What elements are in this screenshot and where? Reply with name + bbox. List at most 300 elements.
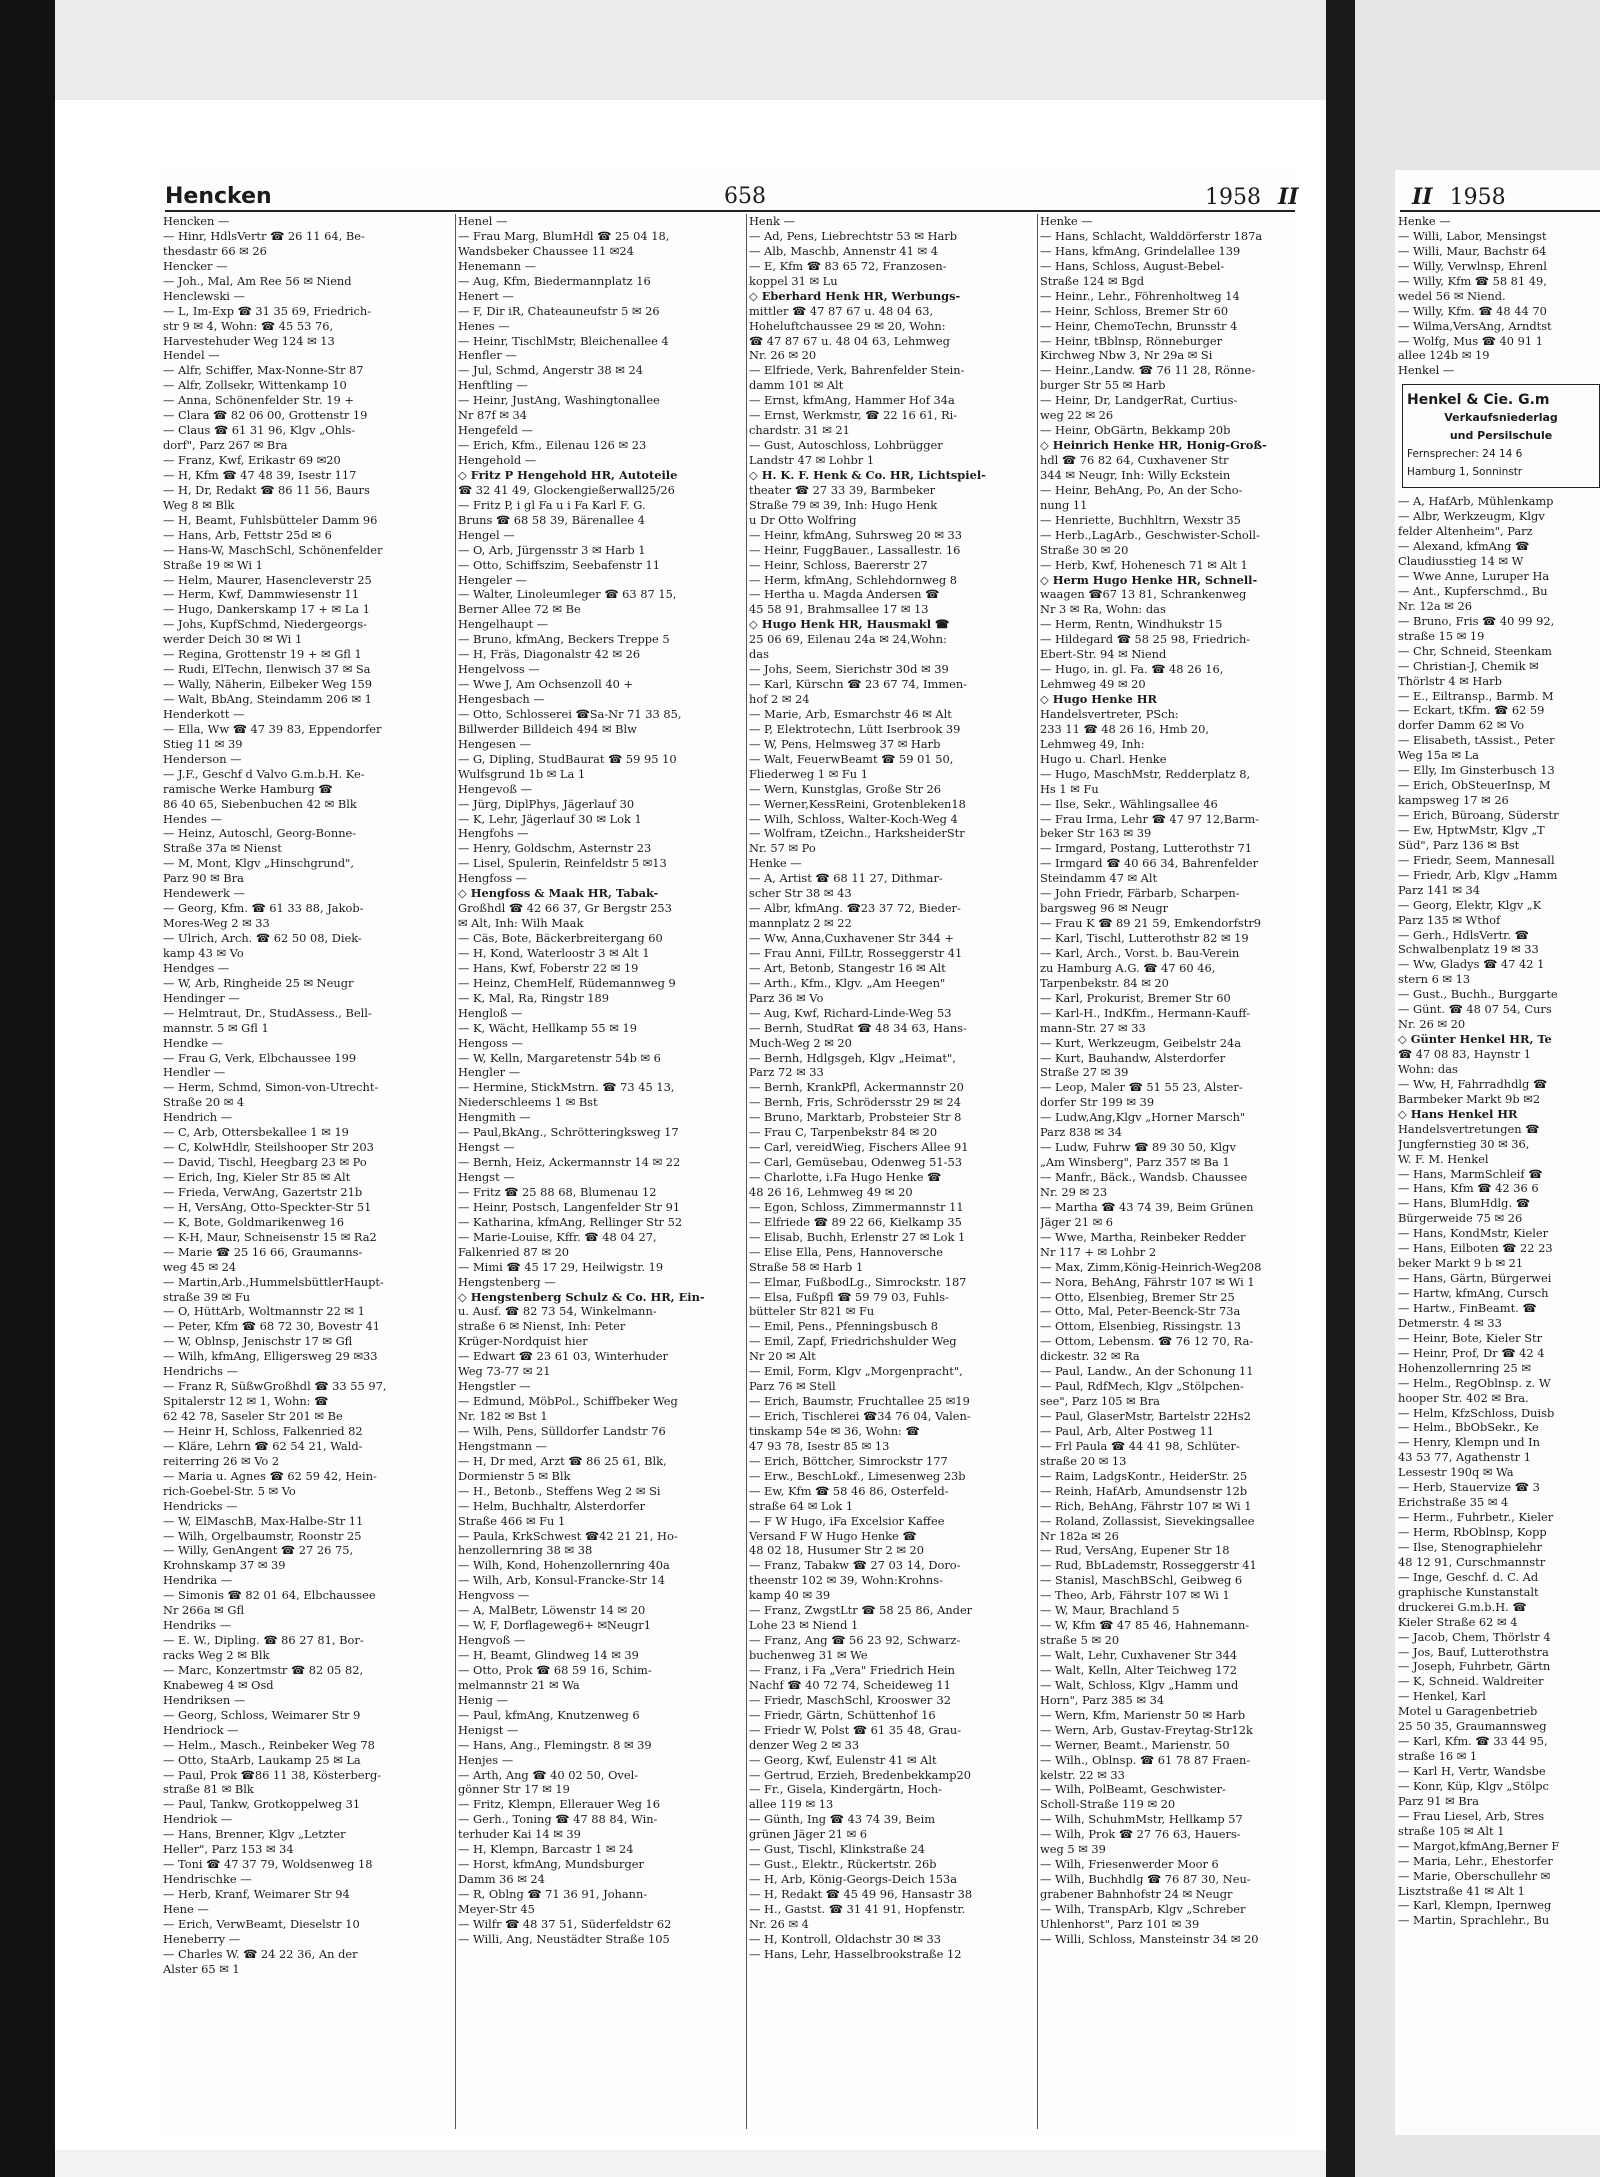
directory-entry-line: Weg 73-77 ✉ 21 bbox=[458, 1364, 551, 1379]
directory-entry-line: — Max, Zimm,König-Heinrich-Weg208 bbox=[1040, 1259, 1262, 1274]
firm-entry: ◇ Hugo Henk HR, Hausmakl ☎ bbox=[749, 617, 950, 632]
directory-entry-line: Straße 20 ✉ 4 bbox=[163, 1095, 245, 1110]
surname-heading: Hengstmann — bbox=[458, 1438, 548, 1453]
directory-entry-line: — H, VersAng, Otto-Speckter-Str 51 bbox=[163, 1199, 372, 1214]
directory-entry-line: Ebert-Str. 94 ✉ Niend bbox=[1040, 647, 1167, 662]
firm-entry: ◇ Günter Henkel HR, Te bbox=[1398, 1032, 1552, 1047]
directory-entry-line: theenstr 102 ✉ 39, Wohn:Krohns- bbox=[749, 1573, 943, 1588]
directory-entry-line: Wandsbeker Chaussee 11 ✉24 bbox=[458, 243, 634, 258]
surname-heading: Henderkott — bbox=[163, 706, 245, 721]
surname-heading: Heneberry — bbox=[163, 1931, 241, 1946]
directory-entry-line: — Katharina, kfmAng, Rellinger Str 52 bbox=[458, 1214, 683, 1229]
directory-entry-line: — Maria, Lehr., Ehestorfer bbox=[1398, 1853, 1553, 1868]
directory-entry-line: kamp 40 ✉ 39 bbox=[749, 1588, 831, 1603]
directory-entry-line: — Hans, BlumHdlg. ☎ bbox=[1398, 1196, 1530, 1211]
surname-heading: Hengefeld — bbox=[458, 423, 533, 438]
directory-entry-line: — Elisabeth, tAssist., Peter bbox=[1398, 733, 1555, 748]
directory-entry-line: — Herm, RbOblnsp, Kopp bbox=[1398, 1525, 1547, 1539]
directory-entry-line: — Hugo, Dankerskamp 17 + ✉ La 1 bbox=[163, 602, 370, 617]
directory-entry-line: „Am Winsberg", Parz 357 ✉ Ba 1 bbox=[1040, 1155, 1230, 1170]
directory-entry-line: — Hans, Brenner, Klgv „Letzter bbox=[163, 1827, 346, 1842]
directory-entry-line: rich-Goebel-Str. 5 ✉ Vo bbox=[163, 1483, 296, 1498]
directory-entry-line: — Erich, Ing, Kieler Str 85 ✉ Alt bbox=[163, 1170, 351, 1184]
directory-entry-line: — Paul, Landw., An der Schonung 11 bbox=[1040, 1364, 1254, 1379]
directory-column-4 bbox=[1040, 214, 1322, 2129]
directory-entry-line: Landstr 47 ✉ Lohbr 1 bbox=[749, 453, 875, 467]
surname-heading: Hencker — bbox=[163, 258, 228, 273]
directory-entry-line: Nr. 57 ✉ Po bbox=[749, 841, 816, 856]
directory-entry-line: — H, Kontroll, Oldachstr 30 ✉ 33 bbox=[749, 1931, 942, 1946]
directory-entry-line: — G, Dipling, StudBaurat ☎ 59 95 10 bbox=[458, 751, 677, 766]
directory-entry-line: — Joh., Mal, Am Ree 56 ✉ Niend bbox=[163, 273, 352, 288]
directory-entry-line: u. Ausf. ☎ 82 73 54, Winkelmann- bbox=[458, 1304, 657, 1319]
directory-entry-line: — Rudi, ElTechn, Ilenwisch 37 ✉ Sa bbox=[163, 662, 371, 677]
directory-entry-line: — Willi, Labor, Mensingst bbox=[1398, 228, 1547, 243]
surname-heading: Hendriock — bbox=[163, 1722, 239, 1737]
directory-entry-line: — Hugo, MaschMstr, Redderplatz 8, bbox=[1040, 766, 1251, 781]
directory-entry-line: Nr. 12a ✉ 26 bbox=[1398, 598, 1472, 613]
surname-heading: Hendke — bbox=[163, 1035, 223, 1050]
directory-entry-line: Alster 65 ✉ 1 bbox=[163, 1961, 240, 1976]
directory-entry-line: thesdastr 66 ✉ 26 bbox=[163, 243, 267, 258]
directory-entry-line: — Erw., BeschLokf., Limesenweg 23b bbox=[749, 1468, 966, 1483]
directory-entry-line: — Wolfram, tZeichn., HarksheiderStr bbox=[749, 826, 965, 841]
directory-entry-line: — Bernh, KrankPfl, Ackermannstr 20 bbox=[749, 1080, 964, 1095]
directory-entry-line: — Fritz, Klempn, Ellerauer Weg 16 bbox=[458, 1797, 661, 1812]
directory-entry-line: 86 40 65, Siebenbuchen 42 ✉ Blk bbox=[163, 796, 357, 811]
directory-entry-line: Kirchweg Nbw 3, Nr 29a ✉ Si bbox=[1040, 348, 1213, 363]
scan-left-edge bbox=[0, 0, 55, 2177]
directory-entry-line: — Wilh, kfmAng, Elligersweg 29 ✉33 bbox=[163, 1349, 378, 1364]
directory-entry-line: — Emil, Form, Klgv „Morgenpracht", bbox=[749, 1364, 963, 1379]
directory-entry-line: — Walt, Schloss, Klgv „Hamm und bbox=[1040, 1677, 1239, 1692]
directory-entry-line: — Friedr, Gärtn, Schüttenhof 16 bbox=[749, 1707, 936, 1722]
directory-entry-line: — Fr., Gisela, Kindergärtn, Hoch- bbox=[749, 1782, 942, 1797]
directory-entry-line: 48 12 91, Curschmannstr bbox=[1398, 1554, 1546, 1569]
directory-entry-line: — Friedr W, Polst ☎ 61 35 48, Grau- bbox=[749, 1722, 962, 1737]
directory-entry-line: — Heinr, JustAng, Washingtonallee bbox=[458, 393, 660, 408]
directory-entry-line: Nr 117 + ✉ Lohbr 2 bbox=[1040, 1244, 1157, 1259]
directory-entry-line: — H, Kond, Waterloostr 3 ✉ Alt 1 bbox=[458, 945, 650, 960]
directory-entry-line: hdl ☎ 76 82 64, Cuxhavener Str bbox=[1040, 453, 1229, 467]
directory-entry-line: — Franz, i Fa „Vera" Friedrich Hein bbox=[749, 1662, 955, 1677]
column-divider bbox=[455, 214, 456, 2129]
directory-entry-line: Mores-Weg 2 ✉ 33 bbox=[163, 916, 270, 931]
directory-entry-line: Nr. 26 ✉ 20 bbox=[749, 348, 817, 363]
directory-entry-line: — Helmtraut, Dr., StudAssess., Bell- bbox=[163, 1005, 372, 1020]
directory-entry-line: — Herm, Schmd, Simon-von-Utrecht- bbox=[163, 1080, 379, 1095]
directory-entry-line: — Wolfg, Mus ☎ 40 91 1 bbox=[1398, 333, 1543, 348]
directory-entry-line: — A, MalBetr, Löwenstr 14 ✉ 20 bbox=[458, 1603, 646, 1618]
directory-entry-line: — Herb, Kwf, Hohenesch 71 ✉ Alt 1 bbox=[1040, 557, 1248, 572]
directory-entry-line: — Helm, Maurer, Hasencleverstr 25 bbox=[163, 572, 372, 587]
directory-entry-line: — Heinr, FuggBauer., Lassallestr. 16 bbox=[749, 542, 961, 557]
directory-entry-line: 43 53 77, Agathenstr 1 bbox=[1398, 1450, 1532, 1465]
directory-entry-line: — Wally, Näherin, Eilbeker Weg 159 bbox=[163, 677, 372, 692]
surname-heading: Hengvoss — bbox=[458, 1588, 530, 1603]
directory-entry-line: — Herm, kfmAng, Schlehdornweg 8 bbox=[749, 572, 958, 587]
directory-entry-line: kampsweg 17 ✉ 26 bbox=[1398, 793, 1509, 808]
directory-entry-line: — Jürg, DiplPhys, Jägerlauf 30 bbox=[458, 796, 635, 811]
surname-heading: Henke — bbox=[1040, 214, 1093, 228]
directory-entry-line: — Ilse, Stenographielehr bbox=[1398, 1539, 1543, 1554]
directory-entry-line: — Wilh, TranspArb, Klgv „Schreber bbox=[1040, 1901, 1246, 1916]
directory-entry-line: — Cäs, Bote, Bäckerbreitergang 60 bbox=[458, 931, 663, 945]
directory-entry-line: — Johs, Seem, Sierichstr 30d ✉ 39 bbox=[749, 662, 949, 677]
directory-entry-line: — Georg, Elektr, Klgv „K bbox=[1398, 897, 1542, 912]
directory-entry-line: theater ☎ 27 33 39, Barmbeker bbox=[749, 482, 936, 497]
directory-entry-line: — Ernst, Werkmstr, ☎ 22 16 61, Ri- bbox=[749, 408, 958, 423]
directory-entry-line: waagen ☎67 13 81, Schrankenweg bbox=[1040, 587, 1247, 602]
directory-entry-line: mann-Str. 27 ✉ 33 bbox=[1040, 1020, 1146, 1035]
running-head-year bbox=[1205, 184, 1299, 210]
directory-entry-line: — Wilh, Pens, Sülldorfer Landstr 76 bbox=[458, 1423, 666, 1438]
surname-heading: Henes — bbox=[458, 318, 510, 333]
directory-entry-line: — Irmgard ☎ 40 66 34, Bahrenfelder bbox=[1040, 856, 1259, 871]
surname-heading: Hengelhaupt — bbox=[458, 617, 549, 632]
surname-heading: Hencken — bbox=[163, 214, 230, 228]
surname-heading: Hendes — bbox=[163, 811, 222, 826]
directory-entry-line: — Johs, KupfSchmd, Niedergeorgs- bbox=[163, 617, 367, 632]
directory-entry-line: — Friedr, Seem, Mannesall bbox=[1398, 852, 1555, 867]
directory-entry-line: — Ww, Gladys ☎ 47 42 1 bbox=[1398, 957, 1545, 972]
directory-entry-line: Berner Allee 72 ✉ Be bbox=[458, 602, 581, 617]
directory-entry-line: — Martha ☎ 43 74 39, Beim Grünen bbox=[1040, 1199, 1254, 1214]
directory-entry-line: — Frau Marg, BlumHdl ☎ 25 04 18, bbox=[458, 228, 670, 243]
directory-entry-line: — Frl Paula ☎ 44 41 98, Schlüter- bbox=[1040, 1438, 1240, 1453]
scan-bottom-margin bbox=[55, 2150, 1326, 2177]
directory-entry-line: werder Deich 30 ✉ Wi 1 bbox=[163, 632, 303, 647]
directory-entry-line: Lessestr 190q ✉ Wa bbox=[1398, 1465, 1514, 1480]
directory-entry-line: — K-H, Maur, Schneisenstr 15 ✉ Ra2 bbox=[163, 1229, 377, 1244]
directory-entry-line: — Alb, Maschb, Annenstr 41 ✉ 4 bbox=[749, 243, 938, 258]
directory-entry-line: — Marie, Oberschullehr ✉ bbox=[1398, 1868, 1551, 1883]
directory-entry-line: — H., Betonb., Steffens Weg 2 ✉ Si bbox=[458, 1483, 661, 1498]
directory-entry-line: — Frau C, Tarpenbekstr 84 ✉ 20 bbox=[749, 1125, 938, 1140]
directory-entry-line: Nr 87f ✉ 34 bbox=[458, 408, 528, 423]
directory-entry-line: — Carl, vereidWieg, Fischers Allee 91 bbox=[749, 1140, 969, 1155]
directory-entry-line: — Helm., RegOblnsp. z. W bbox=[1398, 1375, 1551, 1390]
directory-entry-line: — Toni ☎ 47 37 79, Woldsenweg 18 bbox=[163, 1857, 373, 1872]
directory-entry-line: — C, Arb, Ottersbekallee 1 ✉ 19 bbox=[163, 1125, 349, 1140]
directory-entry-line: — Helm, KfzSchloss, Duisb bbox=[1398, 1405, 1555, 1420]
directory-entry-line: Krüger-Nordquist hier bbox=[458, 1334, 588, 1349]
surname-heading: Hendewerk — bbox=[163, 886, 245, 901]
directory-entry-line: — Wern, Kfm, Marienstr 50 ✉ Harb bbox=[1040, 1707, 1246, 1722]
directory-entry-line: dorfer Damm 62 ✉ Vo bbox=[1398, 718, 1525, 733]
directory-entry-line: — Otto, Elsenbieg, Bremer Str 25 bbox=[1040, 1289, 1235, 1304]
directory-entry-line: graphische Kunstanstalt bbox=[1398, 1584, 1539, 1599]
directory-entry-line: — Willi, Schloss, Mansteinstr 34 ✉ 20 bbox=[1040, 1931, 1259, 1946]
directory-entry-line: — Helm, Buchhaltr, Alsterdorfer bbox=[458, 1498, 646, 1513]
directory-entry-line: — Hans, MarmSchleif ☎ bbox=[1398, 1166, 1543, 1181]
directory-entry-line: melmannstr 21 ✉ Wa bbox=[458, 1677, 580, 1692]
directory-entry-line: — Wwe Anne, Luruper Ha bbox=[1398, 569, 1550, 583]
directory-entry-line: weg 45 ✉ 24 bbox=[163, 1259, 237, 1274]
firm-entry: ◇ Hans Henkel HR bbox=[1398, 1106, 1518, 1121]
directory-entry-line: — Frau G, Verk, Elbchaussee 199 bbox=[163, 1050, 357, 1065]
directory-entry-line: — A, HafArb, Mühlenkamp bbox=[1398, 494, 1554, 509]
directory-entry-line: — W, Kfm ☎ 47 85 46, Hahnemann- bbox=[1040, 1618, 1250, 1633]
directory-entry-line: Straße 37a ✉ Nienst bbox=[163, 841, 282, 856]
directory-entry-line: — Fritz P, i gl Fa u i Fa Karl F. G. bbox=[458, 497, 646, 512]
directory-entry-line: wedel 56 ✉ Niend. bbox=[1398, 288, 1506, 303]
directory-entry-line: — Willi, Maur, Bachstr 64 bbox=[1398, 243, 1547, 258]
directory-entry-line: — Paul, Prok ☎86 11 38, Kösterberg- bbox=[163, 1767, 382, 1782]
directory-entry-line: Großhdl ☎ 42 66 37, Gr Bergstr 253 bbox=[458, 901, 672, 916]
directory-entry-line: Lehmweg 49 ✉ 20 bbox=[1040, 677, 1146, 692]
directory-entry-line: — Alfr, Zollsekr, Wittenkamp 10 bbox=[163, 378, 347, 393]
directory-entry-line: — Wilh, PolBeamt, Geschwister- bbox=[1040, 1782, 1226, 1797]
directory-entry-line: hof 2 ✉ 24 bbox=[749, 692, 810, 706]
directory-entry-line: Bruns ☎ 68 58 39, Bärenallee 4 bbox=[458, 512, 645, 527]
header-rule bbox=[165, 210, 1295, 212]
directory-entry-line: — Aug, Kfm, Biedermannplatz 16 bbox=[458, 273, 651, 288]
directory-entry-line: — H, Dr med, Arzt ☎ 86 25 61, Blk, bbox=[458, 1453, 667, 1468]
directory-entry-line: — Stanisl, MaschBSchl, Geibweg 6 bbox=[1040, 1573, 1243, 1588]
directory-entry-line: Versand F W Hugo Henke ☎ bbox=[749, 1528, 917, 1543]
directory-entry-line: — Ww, Anna,Cuxhavener Str 344 + bbox=[749, 931, 954, 945]
surname-heading: Henclewski — bbox=[163, 288, 245, 303]
directory-entry-line: — Ad, Pens, Liebrechtstr 53 ✉ Harb bbox=[749, 228, 958, 243]
directory-entry-line: — Georg, Kfm. ☎ 61 33 88, Jakob- bbox=[163, 901, 364, 916]
directory-entry-line: Much-Weg 2 ✉ 20 bbox=[749, 1035, 852, 1050]
directory-entry-line: — Wern, Kunstglas, Große Str 26 bbox=[749, 781, 942, 796]
surname-heading: Henk — bbox=[749, 214, 795, 228]
directory-entry-line: — Bernh, Fris, Schrödersstr 29 ✉ 24 bbox=[749, 1095, 961, 1110]
directory-entry-line: Parz 72 ✉ 33 bbox=[749, 1065, 824, 1080]
surname-heading: Hendricks — bbox=[163, 1498, 238, 1513]
directory-entry-line: — Carl, Gemüsebau, Odenweg 51-53 bbox=[749, 1155, 963, 1170]
directory-entry-line: Süd", Parz 136 ✉ Bst bbox=[1398, 837, 1520, 852]
surname-heading: Hengfohs — bbox=[458, 826, 529, 841]
directory-entry-line: — Martin, Sprachlehr., Bu bbox=[1398, 1913, 1550, 1928]
directory-entry-line: Lisztstraße 41 ✉ Alt 1 bbox=[1398, 1883, 1525, 1898]
directory-entry-line: — Karl H, Vertr, Wandsbe bbox=[1398, 1764, 1546, 1778]
directory-entry-line: terhuder Kai 14 ✉ 39 bbox=[458, 1827, 581, 1842]
directory-entry-line: Spitalerstr 12 ✉ 1, Wohn: ☎ bbox=[163, 1394, 329, 1409]
surname-heading: Henderson — bbox=[163, 751, 242, 766]
directory-entry-line: Nr 20 ✉ Alt bbox=[749, 1349, 816, 1364]
advert-line2: und Persilschule bbox=[1449, 429, 1553, 443]
directory-entry-line: — Bruno, kfmAng, Beckers Treppe 5 bbox=[458, 632, 670, 647]
directory-entry-line: racks Weg 2 ✉ Blk bbox=[163, 1648, 270, 1662]
directory-entry-line: — Gerh., Toning ☎ 47 88 84, Win- bbox=[458, 1812, 658, 1827]
directory-entry-line: — Erich, Baumstr, Fruchtallee 25 ✉19 bbox=[749, 1394, 970, 1409]
directory-entry-line: — H, Klempn, Barcastr 1 ✉ 24 bbox=[458, 1842, 634, 1857]
directory-entry-line: — Edwart ☎ 23 61 03, Winterhuder bbox=[458, 1349, 668, 1364]
directory-entry-line: ☎ 47 87 67 u. 48 04 63, Lehmweg bbox=[749, 333, 950, 348]
directory-entry-line: dorf", Parz 267 ✉ Bra bbox=[163, 438, 288, 453]
directory-entry-line: — Willy, Kfm. ☎ 48 44 70 bbox=[1398, 303, 1547, 318]
surname-heading: Henke — bbox=[749, 856, 802, 871]
surname-heading: Hengmith — bbox=[458, 1110, 531, 1125]
directory-entry-line: — Erich, Tischlerei ☎34 76 04, Valen- bbox=[749, 1409, 971, 1423]
directory-entry-line: allee 124b ✉ 19 bbox=[1398, 348, 1490, 363]
directory-entry-line: — J.F., Geschf d Valvo G.m.b.H. Ke- bbox=[163, 766, 365, 781]
directory-entry-line: — Nora, BehAng, Fährstr 107 ✉ Wi 1 bbox=[1040, 1274, 1255, 1289]
scan-top-margin bbox=[55, 0, 1326, 100]
directory-entry-line: — Ottom, Lebensm. ☎ 76 12 70, Ra- bbox=[1040, 1334, 1254, 1349]
directory-entry-line: — Wilh, Kond, Hohenzollernring 40a bbox=[458, 1558, 670, 1573]
directory-entry-line: — H, Beamt, Glindweg 14 ✉ 39 bbox=[458, 1648, 639, 1662]
directory-entry-line: — Joseph, Fuhrbetr, Gärtn bbox=[1398, 1659, 1551, 1674]
directory-entry-line: — Frau Irma, Lehr ☎ 47 97 12,Barm- bbox=[1040, 811, 1260, 826]
directory-entry-line: — Wilh., Oblnsp. ☎ 61 78 87 Fraen- bbox=[1040, 1752, 1251, 1767]
surname-heading: Hendriks — bbox=[163, 1618, 232, 1633]
directory-entry-line: Schwalbenplatz 19 ✉ 33 bbox=[1398, 942, 1539, 957]
directory-entry-line: — Hans, Gärtn, Bürgerwei bbox=[1398, 1271, 1552, 1286]
directory-entry-line: — O, Arb, Jürgensstr 3 ✉ Harb 1 bbox=[458, 542, 646, 557]
directory-entry-line: — Hans, Lehr, Hasselbrookstraße 12 bbox=[749, 1946, 962, 1961]
directory-entry-line: koppel 31 ✉ Lu bbox=[749, 273, 838, 288]
directory-entry-line: — Heinr., Lehr., Föhrenholtweg 14 bbox=[1040, 288, 1240, 303]
directory-entry-line: straße 39 ✉ Fu bbox=[163, 1289, 251, 1304]
directory-entry-line: — Herm., Fuhrbetr., Kieler bbox=[1398, 1510, 1554, 1525]
directory-entry-line: ☎ 32 41 49, Glockengießerwall25/26 bbox=[458, 482, 675, 497]
directory-entry-line: — Paul, GlaserMstr, Bartelstr 22Hs2 bbox=[1040, 1409, 1251, 1423]
surname-heading: Henkel — bbox=[1398, 363, 1455, 378]
surname-heading: Hendinger — bbox=[163, 990, 240, 1005]
directory-entry-line: dickestr. 32 ✉ Ra bbox=[1040, 1349, 1140, 1364]
directory-entry-line: — Hans, KondMstr, Kieler bbox=[1398, 1226, 1549, 1241]
directory-entry-line: Jäger 21 ✉ 6 bbox=[1040, 1214, 1113, 1229]
directory-entry-line: — Heinr, Schloss, Bremer Str 60 bbox=[1040, 303, 1229, 318]
directory-entry-line: Straße 58 ✉ Harb 1 bbox=[749, 1259, 864, 1274]
directory-entry-line: Parz 141 ✉ 34 bbox=[1398, 882, 1481, 897]
directory-entry-line: Knabeweg 4 ✉ Osd bbox=[163, 1677, 274, 1692]
directory-entry-line: Scholl-Straße 119 ✉ 20 bbox=[1040, 1797, 1176, 1812]
directory-entry-line: mittler ☎ 47 87 67 u. 48 04 63, bbox=[749, 303, 934, 318]
directory-entry-line: — Emil, Pens., Pfenningsbusch 8 bbox=[749, 1319, 939, 1334]
firm-entry: ◇ Eberhard Henk HR, Werbungs- bbox=[749, 288, 961, 303]
directory-entry-line: straße 6 ✉ Nienst, Inh: Peter bbox=[458, 1319, 626, 1334]
directory-entry-line: bütteler Str 821 ✉ Fu bbox=[749, 1304, 875, 1319]
directory-entry-line: — Wilh, Orgelbaumstr, Roonstr 25 bbox=[163, 1528, 362, 1543]
firm-entry: ◇ Fritz P Hengehold HR, Autoteile bbox=[458, 467, 678, 482]
directory-entry-line: — Margot,kfmAng,Berner F bbox=[1398, 1838, 1560, 1853]
directory-entry-line: — Georg, Kwf, Eulenstr 41 ✉ Alt bbox=[749, 1752, 937, 1767]
directory-entry-line: — K, Lehr, Jägerlauf 30 ✉ Lok 1 bbox=[458, 811, 642, 826]
directory-entry-line: — Wwe, Martha, Reinbeker Redder bbox=[1040, 1229, 1246, 1244]
directory-entry-line: — Franz, Kwf, Erikastr 69 ✉20 bbox=[163, 453, 341, 467]
directory-entry-line: Harvestehuder Weg 124 ✉ 13 bbox=[163, 333, 335, 348]
directory-entry-line: — Hans, Ang., Flemingstr. 8 ✉ 39 bbox=[458, 1737, 652, 1752]
directory-entry-line: — Werner,KessReini, Grotenbleken18 bbox=[749, 796, 966, 811]
directory-entry-line: — Chr, Schneid, Steenkam bbox=[1398, 643, 1552, 658]
directory-entry-line: straße 16 ✉ 1 bbox=[1398, 1749, 1478, 1764]
directory-entry-line: weg 5 ✉ 39 bbox=[1040, 1842, 1106, 1857]
directory-entry-line: 48 26 16, Lehmweg 49 ✉ 20 bbox=[749, 1184, 913, 1199]
surname-heading: Hendriok — bbox=[163, 1812, 233, 1827]
directory-entry-line: — Heinr, Bote, Kieler Str bbox=[1398, 1330, 1543, 1345]
directory-entry-line: — Franz, Ang ☎ 56 23 92, Schwarz- bbox=[749, 1633, 961, 1648]
directory-entry-line: — Inge, Geschf. d. C. Ad bbox=[1398, 1569, 1539, 1584]
directory-entry-line: — Erich, Böttcher, Simrockstr 177 bbox=[749, 1453, 948, 1468]
directory-entry-line: — Heinr H, Schloss, Falkenried 82 bbox=[163, 1423, 363, 1438]
directory-entry-line: — Simonis ☎ 82 01 64, Elbchaussee bbox=[163, 1588, 376, 1603]
directory-entry-line: — Henry, Goldschm, Asternstr 23 bbox=[458, 841, 652, 856]
directory-entry-line: — Hugo, in. gl. Fa. ☎ 48 26 16, bbox=[1040, 662, 1224, 677]
column-divider bbox=[746, 214, 747, 2129]
directory-entry-line: — Heinr.,Landw. ☎ 76 11 28, Rönne- bbox=[1040, 363, 1256, 378]
directory-entry-line: — Peter, Kfm ☎ 68 72 30, Bovestr 41 bbox=[163, 1319, 380, 1334]
column-divider bbox=[1037, 214, 1038, 2129]
directory-entry-line: Krohnskamp 37 ✉ 39 bbox=[163, 1558, 286, 1573]
directory-entry-line: Hs 1 ✉ Fu bbox=[1040, 781, 1099, 796]
directory-entry-line: druckerei G.m.b.H. ☎ bbox=[1398, 1599, 1527, 1614]
directory-entry-line: — Regina, Grottenstr 19 + ✉ Gfl 1 bbox=[163, 647, 362, 662]
directory-entry-line: — Hans, Kfm ☎ 42 36 6 bbox=[1398, 1181, 1539, 1196]
directory-entry-line: — Christian-J, Chemik ✉ bbox=[1398, 658, 1539, 673]
firm-entry: ◇ H. K. F. Henk & Co. HR, Lichtspiel- bbox=[749, 467, 986, 482]
directory-column-1 bbox=[163, 214, 453, 2129]
directory-entry-line: — Gust., Elektr., Rückertstr. 26b bbox=[749, 1857, 937, 1872]
directory-entry-line: straße 64 ✉ Lok 1 bbox=[749, 1498, 854, 1513]
directory-entry-line: — Egon, Schloss, Zimmermannstr 11 bbox=[749, 1199, 964, 1214]
directory-entry-line: — Franz, ZwgstLtr ☎ 58 25 86, Ander bbox=[749, 1603, 973, 1618]
directory-entry-line: — H, Redakt ☎ 45 49 96, Hansastr 38 bbox=[749, 1887, 973, 1901]
directory-entry-line: Bürgerweide 75 ✉ 26 bbox=[1398, 1211, 1523, 1226]
firm-entry: ◇ Herm Hugo Henke HR, Schnell- bbox=[1040, 572, 1258, 587]
directory-entry-line: — Henriette, Buchhltrn, Wexstr 35 bbox=[1040, 512, 1241, 527]
directory-entry-line: — Hermine, StickMstrn. ☎ 73 45 13, bbox=[458, 1080, 675, 1095]
directory-entry-line: — Willy, Verwlnsp, Ehrenl bbox=[1398, 258, 1547, 273]
directory-entry-line: — Wilh, Arb, Konsul-Francke-Str 14 bbox=[458, 1573, 665, 1588]
directory-entry-line: — R, Oblng ☎ 71 36 91, Johann- bbox=[458, 1887, 648, 1901]
directory-entry-line: — K, Bote, Goldmarikenweg 16 bbox=[163, 1214, 344, 1229]
directory-entry-line: Motel u Garagenbetrieb bbox=[1398, 1704, 1538, 1719]
directory-entry-line: — Erich, VerwBeamt, Dieselstr 10 bbox=[163, 1916, 360, 1931]
directory-entry-line: — Wilh, Buchhdlg ☎ 76 87 30, Neu- bbox=[1040, 1872, 1251, 1887]
directory-entry-line: — Herm, Rentn, Windhukstr 15 bbox=[1040, 617, 1223, 632]
directory-entry-line: — Heinr, Prof, Dr ☎ 42 4 bbox=[1398, 1345, 1545, 1360]
directory-entry-line: — W, F, Dorflageweg6+ ✉Neugr1 bbox=[458, 1618, 651, 1633]
directory-entry-line: ramische Werke Hamburg ☎ bbox=[163, 781, 333, 796]
directory-entry-line: — Werner, Beamt., Marienstr. 50 bbox=[1040, 1737, 1230, 1752]
running-head-word: Hencken bbox=[165, 184, 272, 209]
directory-entry-line: Wulfsgrund 1b ✉ La 1 bbox=[458, 766, 586, 781]
directory-entry-line: — Walter, Linoleumleger ☎ 63 87 15, bbox=[458, 587, 677, 602]
directory-entry-line: — Frau Liesel, Arb, Stres bbox=[1398, 1808, 1545, 1823]
directory-entry-line: — W, ElMaschB, Max-Halbe-Str 11 bbox=[163, 1513, 364, 1528]
directory-entry-line: — Heinr, TischlMstr, Bleichenallee 4 bbox=[458, 333, 669, 348]
directory-entry-line: 62 42 78, Saseler Str 201 ✉ Be bbox=[163, 1409, 343, 1423]
directory-entry-line: Nr 266a ✉ Gfl bbox=[163, 1603, 245, 1618]
directory-entry-line: — Walt, BbAng, Steindamm 206 ✉ 1 bbox=[163, 692, 372, 706]
directory-entry-line: Nachf ☎ 40 72 74, Scheideweg 11 bbox=[749, 1677, 951, 1692]
directory-entry-line: — Fritz ☎ 25 88 68, Blumenau 12 bbox=[458, 1184, 657, 1199]
directory-entry-line: — Bernh, StudRat ☎ 48 34 63, Hans- bbox=[749, 1020, 967, 1035]
directory-entry-line: — Gertrud, Erzieh, Bredenbekkamp20 bbox=[749, 1767, 972, 1782]
directory-entry-line: Detmerstr. 4 ✉ 33 bbox=[1398, 1315, 1502, 1330]
directory-entry-line: — Gust., Buchh., Burggarte bbox=[1398, 987, 1558, 1002]
directory-entry-line: — Ew, Kfm ☎ 58 46 86, Osterfeld- bbox=[749, 1483, 949, 1498]
directory-entry-line: — E, Kfm ☎ 83 65 72, Franzosen- bbox=[749, 258, 947, 273]
directory-entry-line: — Bernh, Hdlgsgeh, Klgv „Heimat", bbox=[749, 1050, 956, 1065]
directory-entry-line: stern 6 ✉ 13 bbox=[1398, 972, 1471, 987]
directory-entry-line: — Paul, Tankw, Grotkoppelweg 31 bbox=[163, 1797, 361, 1812]
directory-entry-line: — Manfr., Bäck., Wandsb. Chaussee bbox=[1040, 1170, 1248, 1184]
directory-entry-line: — Elfriede, Verk, Bahrenfelder Stein- bbox=[749, 363, 965, 378]
directory-entry-line: — Ottom, Elsenbieg, Rissingstr. 13 bbox=[1040, 1319, 1242, 1334]
directory-entry-line: — Franz R, SüßwGroßhdl ☎ 33 55 97, bbox=[163, 1379, 387, 1394]
directory-entry-line: Claudiusstieg 14 ✉ W bbox=[1398, 554, 1524, 569]
directory-entry-line: — Jos, Bauf, Lutterothstra bbox=[1398, 1644, 1549, 1659]
directory-entry-line: — C, KolwHdlr, Steilshooper Str 203 bbox=[163, 1140, 374, 1155]
directory-entry-line: — Konr, Küp, Klgv „Stölpc bbox=[1398, 1778, 1549, 1793]
directory-entry-line: — Heinz, Autoschl, Georg-Bonne- bbox=[163, 826, 357, 841]
